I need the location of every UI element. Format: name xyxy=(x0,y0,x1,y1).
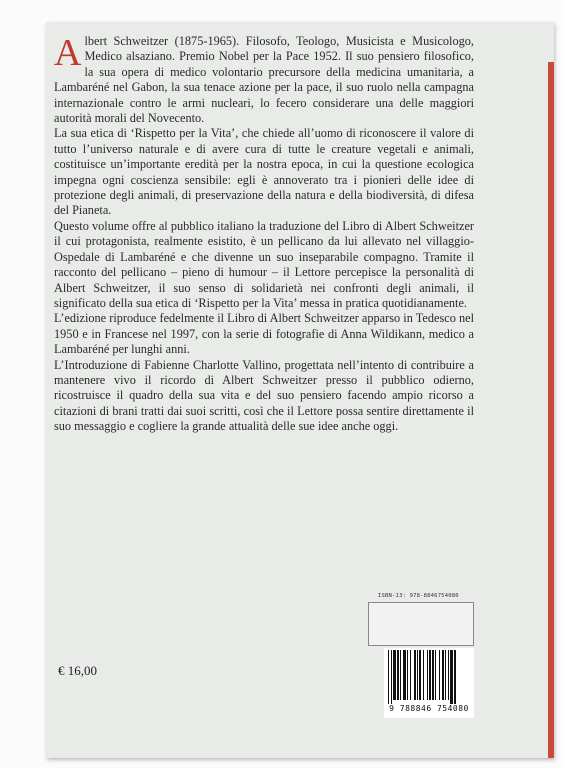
isbn-sticker-area xyxy=(368,602,474,646)
price-label: € 16,00 xyxy=(58,663,97,678)
blurb-paragraph-4: L’edizione riproduce fedelmente il Libro di Albert Schweitzer apparso in Tedesco nel 1950 e in Francese nel 1997, con la serie di fotografie di Anna Wildikann, medico a Lambaréné per lunghi anni. xyxy=(54,311,474,357)
drop-cap: A xyxy=(54,32,82,74)
barcode-number: 9 788846 754080 xyxy=(389,704,469,713)
red-edge-strip xyxy=(548,62,554,758)
blurb-paragraph-3: Questo volume offre al pubblico italiano la traduzione del Libro di Albert Schweitzer il cui protagonista, realmente esistito, è un pellicano da lui allevato nel villaggio-Ospedale di Lambaréné e che divenne un suo inseparabile compagno. Tramite il racconto del pellicano – pieno di humour – il Lettore percepisce la personalità di Albert Schweitzer, il suo senso di solidarietà nei confronti degli animali, il significato della sua etica di ‘Rispetto per la Vita’ messa in pratica quotidianamente. xyxy=(54,218,474,310)
blurb-paragraph-1: Albert Schweitzer (1875-1965). Filosofo, Teologo, Musicista e Musicologo, Medico alsaziano. Premio Nobel per la Pace 1952. Il suo pensiero filosofico, la sua opera di medico volontario precursore della medicina umanitaria, a Lambaréné nel Gabon, la sua tenace azione per la pace, il suo ruolo nella campagna internazionale contro le armi nucleari, lo fecero considerare una delle maggiori autorità morali del Novecento. xyxy=(54,32,474,126)
blurb-paragraph-5: L’Introduzione di Fabienne Charlotte Vallino, progettata nell’intento di contribuire a mantenere vivo il ricordo di Albert Schweitzer presso il pubblico odierno, ricostruisce il quadro della sua vita e del suo pensiero facendo ampio ricorso a citazioni di brani tratti dai suoi scritti, così che il Lettore possa sentire direttamente il suo messaggio e cogliere la grande attualità delle sue idee anche oggi. xyxy=(54,357,474,434)
blurb-paragraph-2: La sua etica di ‘Rispetto per la Vita’, che chiede all’uomo di riconoscere il valore di tutto l’universo naturale e di avere cura di tutte le creature vegetali e animali, costituisce un’importante eredità per la nostra epoca, in cui la questione ecologica impegna ogni coscienza sensibile: egli è annoverato tra i pionieri delle idee di protezione degli animali, di preservazione della natura e della biodiversità, di difesa del Pianeta. xyxy=(54,126,474,218)
barcode xyxy=(384,648,474,718)
back-cover-blurb xyxy=(54,34,474,435)
barcode-bars xyxy=(388,650,470,704)
isbn-label: ISBN-13: 978-8846754080 xyxy=(378,593,459,599)
